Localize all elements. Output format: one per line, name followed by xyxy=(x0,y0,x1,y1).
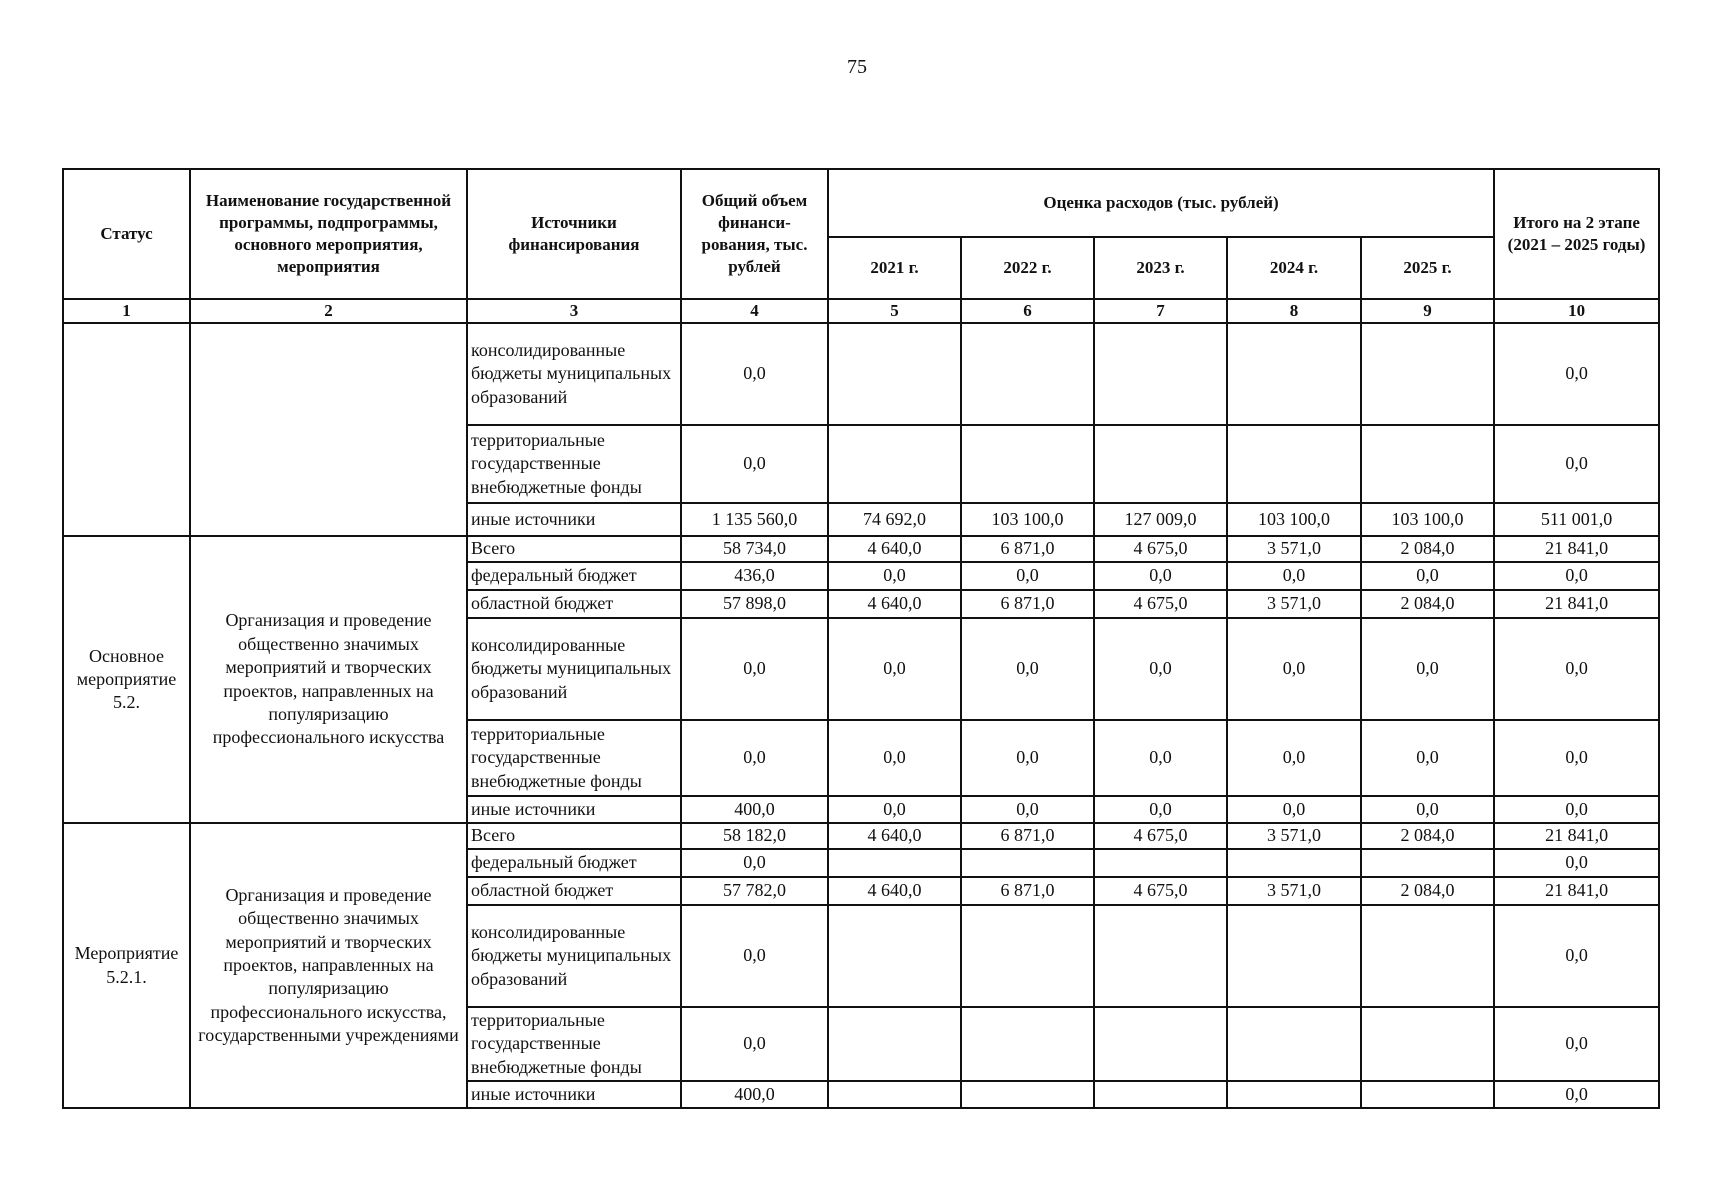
year-value: 0,0 xyxy=(1361,796,1494,823)
stage-total: 511 001,0 xyxy=(1494,503,1659,536)
table-header xyxy=(63,169,1659,323)
header-year: 2025 г. xyxy=(1361,237,1494,299)
year-value xyxy=(828,849,961,877)
header-total-volume: Общий объем финанси-рования, тыс. рублей xyxy=(681,169,828,299)
stage-total: 21 841,0 xyxy=(1494,536,1659,562)
year-value: 0,0 xyxy=(1227,562,1361,590)
table-row xyxy=(63,823,1659,849)
column-number: 1 xyxy=(63,299,190,323)
year-value: 4 675,0 xyxy=(1094,823,1227,849)
year-value: 0,0 xyxy=(1361,618,1494,720)
total-volume: 0,0 xyxy=(681,720,828,796)
stage-total: 21 841,0 xyxy=(1494,877,1659,905)
year-value xyxy=(961,1007,1094,1081)
page-number: 75 xyxy=(847,56,867,78)
year-value xyxy=(828,323,961,425)
year-value: 0,0 xyxy=(1227,720,1361,796)
funding-source: федеральный бюджет xyxy=(467,849,681,877)
table-body xyxy=(63,323,1659,1108)
total-volume: 1 135 560,0 xyxy=(681,503,828,536)
funding-source: иные источники xyxy=(467,1081,681,1108)
header-status: Статус xyxy=(63,169,190,299)
row-name: Организация и проведение общественно значимых мероприятий и творческих проектов, направленных на популяризацию профессионального искусства xyxy=(190,536,467,823)
stage-total: 0,0 xyxy=(1494,796,1659,823)
year-value xyxy=(828,1007,961,1081)
year-value: 0,0 xyxy=(828,562,961,590)
header-year: 2021 г. xyxy=(828,237,961,299)
year-value: 2 084,0 xyxy=(1361,877,1494,905)
stage-total: 0,0 xyxy=(1494,720,1659,796)
year-value: 3 571,0 xyxy=(1227,877,1361,905)
year-value: 0,0 xyxy=(828,720,961,796)
funding-source: консолидированные бюджеты муниципальных образований xyxy=(467,323,681,425)
total-volume: 0,0 xyxy=(681,905,828,1007)
funding-source: территориальные государственные внебюджетные фонды xyxy=(467,720,681,796)
year-value: 3 571,0 xyxy=(1227,536,1361,562)
year-value xyxy=(1227,425,1361,503)
column-number: 2 xyxy=(190,299,467,323)
row-status: Мероприятие 5.2.1. xyxy=(63,823,190,1108)
total-volume: 58 182,0 xyxy=(681,823,828,849)
year-value: 6 871,0 xyxy=(961,823,1094,849)
stage-total: 0,0 xyxy=(1494,323,1659,425)
year-value: 0,0 xyxy=(961,796,1094,823)
funding-source: областной бюджет xyxy=(467,590,681,618)
year-value xyxy=(1094,425,1227,503)
total-volume: 436,0 xyxy=(681,562,828,590)
total-volume: 57 782,0 xyxy=(681,877,828,905)
year-value xyxy=(1094,849,1227,877)
year-value xyxy=(828,905,961,1007)
funding-source: территориальные государственные внебюджетные фонды xyxy=(467,1007,681,1081)
funding-source: федеральный бюджет xyxy=(467,562,681,590)
year-value: 0,0 xyxy=(961,720,1094,796)
year-value: 4 640,0 xyxy=(828,590,961,618)
year-value: 127 009,0 xyxy=(1094,503,1227,536)
year-value xyxy=(1227,1007,1361,1081)
column-number: 6 xyxy=(961,299,1094,323)
year-value: 74 692,0 xyxy=(828,503,961,536)
year-value: 4 640,0 xyxy=(828,536,961,562)
header-sources: Источники финансирования xyxy=(467,169,681,299)
year-value: 3 571,0 xyxy=(1227,823,1361,849)
year-value: 2 084,0 xyxy=(1361,536,1494,562)
year-value: 2 084,0 xyxy=(1361,823,1494,849)
year-value: 0,0 xyxy=(1094,618,1227,720)
total-volume: 58 734,0 xyxy=(681,536,828,562)
funding-source: Всего xyxy=(467,823,681,849)
total-volume: 400,0 xyxy=(681,1081,828,1108)
funding-source: консолидированные бюджеты муниципальных образований xyxy=(467,905,681,1007)
year-value: 6 871,0 xyxy=(961,877,1094,905)
column-number: 9 xyxy=(1361,299,1494,323)
year-value: 0,0 xyxy=(828,796,961,823)
year-value xyxy=(961,1081,1094,1108)
year-value: 0,0 xyxy=(1227,618,1361,720)
header-year: 2024 г. xyxy=(1227,237,1361,299)
stage-total: 0,0 xyxy=(1494,1007,1659,1081)
row-name xyxy=(190,323,467,536)
stage-total: 21 841,0 xyxy=(1494,590,1659,618)
year-value: 6 871,0 xyxy=(961,536,1094,562)
total-volume: 0,0 xyxy=(681,1007,828,1081)
funding-source: Всего xyxy=(467,536,681,562)
year-value xyxy=(961,905,1094,1007)
year-value: 0,0 xyxy=(1094,720,1227,796)
stage-total: 0,0 xyxy=(1494,425,1659,503)
row-status: Основное мероприятие 5.2. xyxy=(63,536,190,823)
year-value: 6 871,0 xyxy=(961,590,1094,618)
header-name: Наименование государственной программы, подпрограммы, основного мероприятия, мероприятия xyxy=(190,169,467,299)
total-volume: 400,0 xyxy=(681,796,828,823)
year-value: 0,0 xyxy=(961,562,1094,590)
year-value xyxy=(1227,323,1361,425)
year-value xyxy=(1094,905,1227,1007)
year-value: 4 675,0 xyxy=(1094,590,1227,618)
year-value xyxy=(1361,905,1494,1007)
year-value: 4 675,0 xyxy=(1094,877,1227,905)
year-value xyxy=(828,1081,961,1108)
year-value: 0,0 xyxy=(1361,562,1494,590)
funding-source: территориальные государственные внебюджетные фонды xyxy=(467,425,681,503)
funding-source: иные источники xyxy=(467,796,681,823)
table-row xyxy=(63,536,1659,562)
year-value xyxy=(1094,323,1227,425)
year-value xyxy=(1361,425,1494,503)
header-stage-total: Итого на 2 этапе (2021 – 2025 годы) xyxy=(1494,169,1659,299)
year-value: 103 100,0 xyxy=(1361,503,1494,536)
year-value: 4 640,0 xyxy=(828,877,961,905)
year-value: 4 675,0 xyxy=(1094,536,1227,562)
year-value: 3 571,0 xyxy=(1227,590,1361,618)
year-value: 0,0 xyxy=(1227,796,1361,823)
row-name: Организация и проведение общественно значимых мероприятий и творческих проектов, направленных на популяризацию профессионального искусства, государственными учреждениями xyxy=(190,823,467,1108)
year-value xyxy=(1361,1081,1494,1108)
stage-total: 0,0 xyxy=(1494,618,1659,720)
year-value: 103 100,0 xyxy=(961,503,1094,536)
column-number: 8 xyxy=(1227,299,1361,323)
budget-table xyxy=(62,168,1660,1109)
row-status xyxy=(63,323,190,536)
stage-total: 0,0 xyxy=(1494,849,1659,877)
year-value xyxy=(1227,905,1361,1007)
total-volume: 0,0 xyxy=(681,323,828,425)
stage-total: 21 841,0 xyxy=(1494,823,1659,849)
column-number: 7 xyxy=(1094,299,1227,323)
table-row xyxy=(63,323,1659,425)
year-value xyxy=(1227,849,1361,877)
total-volume: 0,0 xyxy=(681,618,828,720)
total-volume: 0,0 xyxy=(681,849,828,877)
year-value: 2 084,0 xyxy=(1361,590,1494,618)
year-value: 0,0 xyxy=(961,618,1094,720)
year-value xyxy=(961,323,1094,425)
year-value: 0,0 xyxy=(1094,796,1227,823)
header-year: 2023 г. xyxy=(1094,237,1227,299)
column-number: 4 xyxy=(681,299,828,323)
year-value: 0,0 xyxy=(828,618,961,720)
year-value xyxy=(828,425,961,503)
year-value xyxy=(1361,849,1494,877)
funding-source: консолидированные бюджеты муниципальных образований xyxy=(467,618,681,720)
stage-total: 0,0 xyxy=(1494,562,1659,590)
stage-total: 0,0 xyxy=(1494,905,1659,1007)
year-value xyxy=(1361,1007,1494,1081)
total-volume: 57 898,0 xyxy=(681,590,828,618)
funding-source: областной бюджет xyxy=(467,877,681,905)
column-number: 5 xyxy=(828,299,961,323)
header-year: 2022 г. xyxy=(961,237,1094,299)
stage-total: 0,0 xyxy=(1494,1081,1659,1108)
year-value xyxy=(1094,1007,1227,1081)
header-estimate: Оценка расходов (тыс. рублей) xyxy=(828,169,1494,237)
column-number: 10 xyxy=(1494,299,1659,323)
year-value: 0,0 xyxy=(1094,562,1227,590)
year-value xyxy=(1094,1081,1227,1108)
year-value: 0,0 xyxy=(1361,720,1494,796)
total-volume: 0,0 xyxy=(681,425,828,503)
year-value xyxy=(961,849,1094,877)
year-value xyxy=(1227,1081,1361,1108)
year-value xyxy=(1361,323,1494,425)
year-value: 4 640,0 xyxy=(828,823,961,849)
funding-source: иные источники xyxy=(467,503,681,536)
year-value xyxy=(961,425,1094,503)
column-number: 3 xyxy=(467,299,681,323)
year-value: 103 100,0 xyxy=(1227,503,1361,536)
